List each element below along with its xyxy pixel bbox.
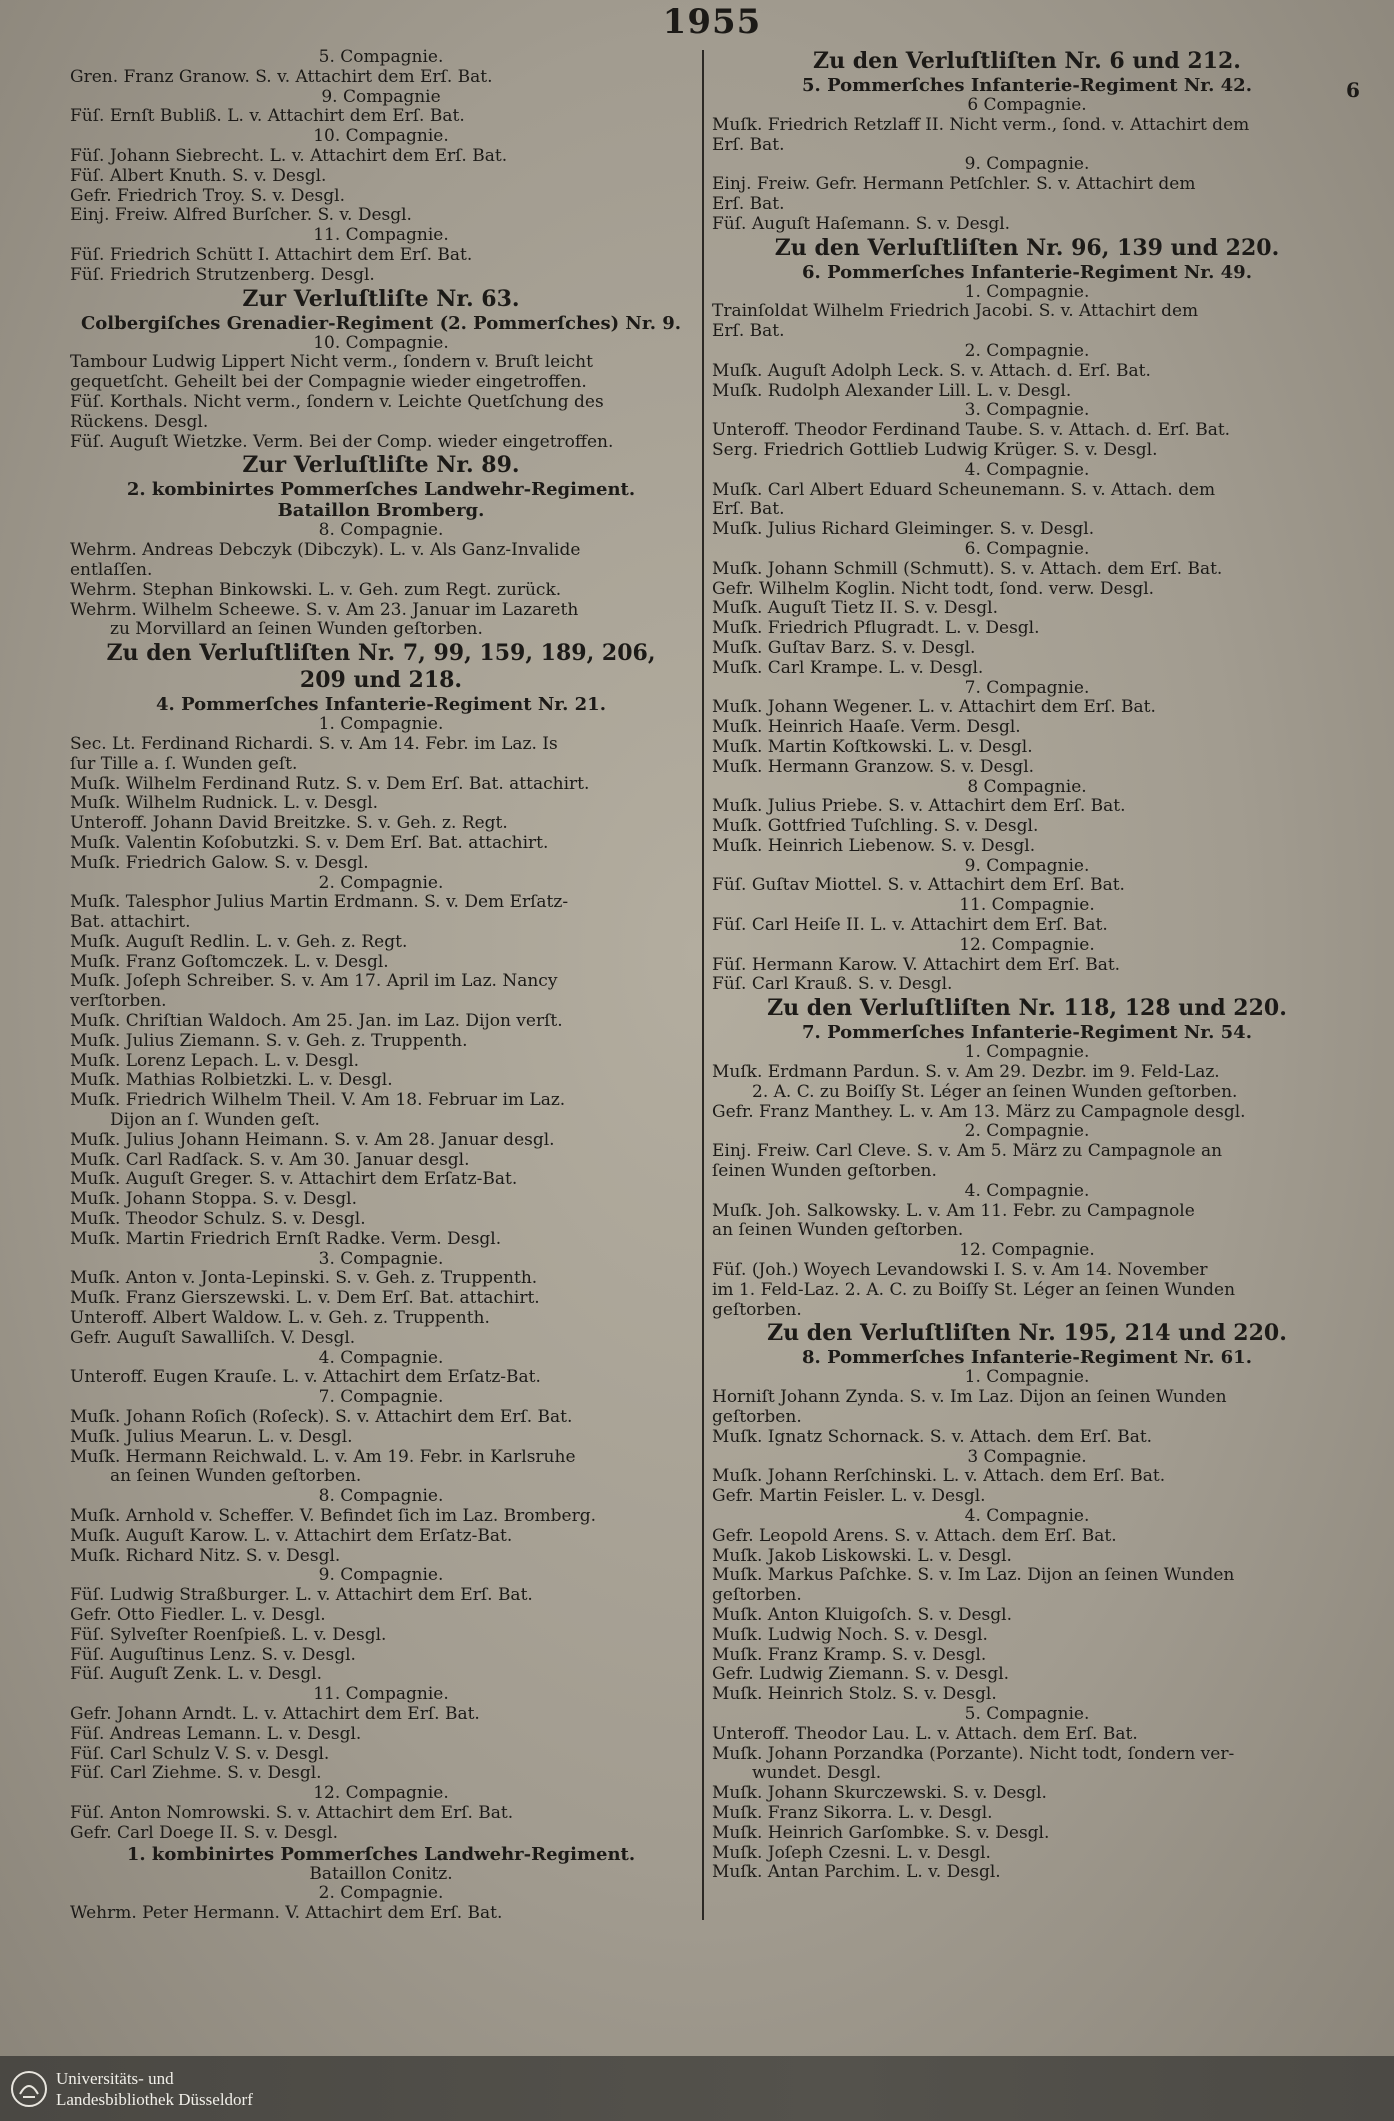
text-line: Füſ. Anton Nomrowski. S. v. Attachirt dem Erſ. Bat. [70, 1803, 514, 1823]
text-line: 9. Compagnie. [964, 155, 1090, 175]
text-line: 10. Compagnie. [313, 127, 449, 147]
section-heading: 5. Pommerſches Infanterie-Regiment Nr. 42. [802, 75, 1252, 96]
text-line: Einj. Freiw. Gefr. Hermann Petſchler. S. v. Attachirt dem [712, 175, 1196, 195]
text-line: Unteroff. Eugen Krauſe. L. v. Attachirt dem Erſatz-Bat. [70, 1368, 541, 1388]
text-line: Muſk. Johann Skurczewski. S. v. Desgl. [712, 1784, 1047, 1804]
text-line: 3. Compagnie. [318, 1249, 444, 1269]
text-line: Muſk. Heinrich Stolz. S. v. Desgl. [712, 1685, 997, 1705]
text-line: Füſ. Guſtav Miottel. S. v. Attachirt dem Erſ. Bat. [712, 876, 1125, 896]
text-line: Rückens. Desgl. [70, 412, 209, 432]
text-line: Muſk. Auguſt Greger. S. v. Attachirt dem Erſatz-Bat. [70, 1170, 518, 1190]
text-line: Muſk. Carl Radſack. S. v. Am 30. Januar desgl. [70, 1150, 470, 1170]
text-line: 2. Compagnie. [318, 1884, 444, 1904]
text-line: Muſk. Wilhelm Rudnick. L. v. Desgl. [70, 794, 379, 814]
text-line: 7. Compagnie. [964, 678, 1090, 698]
text-line: Muſk. Gottfried Tuſchling. S. v. Desgl. [712, 817, 1039, 837]
text-line: 2. A. C. zu Boiſſy St. Léger an ſeinen Wunden geſtorben. [752, 1082, 1238, 1102]
text-line: 11. Compagnie. [313, 1685, 449, 1705]
section-heading: 8. Pommerſches Infanterie-Regiment Nr. 61. [802, 1347, 1252, 1369]
text-line: Muſk. Guſtav Barz. S. v. Desgl. [712, 638, 976, 658]
text-line: 7. Compagnie. [318, 1388, 444, 1408]
text-line: Muſk. Talesphor Julius Martin Erdmann. S. v. Dem Erſatz- [70, 893, 569, 913]
section-heading: Zu den Verluſtliſten Nr. 6 und 212. [813, 48, 1241, 74]
text-line: wundet. Desgl. [752, 1764, 882, 1784]
text-line: Muſk. Joſeph Czesni. L. v. Desgl. [712, 1843, 991, 1863]
text-line: 12. Compagnie. [959, 1241, 1095, 1261]
text-line: 4. Compagnie. [964, 1181, 1090, 1201]
text-line: Dijon an ſ. Wunden geſt. [110, 1111, 320, 1131]
left-column [70, 48, 692, 1928]
text-line: Erſ. Bat. [712, 500, 785, 520]
text-line: geſtorben. [712, 1300, 802, 1320]
text-line: ſeinen Wunden geſtorben. [712, 1162, 937, 1182]
text-line: Füſ. Ludwig Straßburger. L. v. Attachirt dem Erſ. Bat. [70, 1586, 533, 1606]
text-line: Muſk. Jakob Liskowski. L. v. Desgl. [712, 1546, 1012, 1566]
text-line: Muſk. Friedrich Retzlaff II. Nicht verm., ſond. v. Attachirt dem [712, 115, 1250, 135]
text-line: Muſk. Johann Schmill (Schmutt). S. v. Attach. dem Erſ. Bat. [712, 559, 1223, 579]
text-line: Muſk. Antan Parchim. L. v. Desgl. [712, 1863, 1001, 1883]
text-line: 2. Compagnie. [964, 1122, 1090, 1142]
text-line: an ſeinen Wunden geſtorben. [110, 1467, 362, 1487]
text-line: 2. Compagnie. [318, 873, 444, 893]
text-line: Muſk. Carl Albert Eduard Scheunemann. S. v. Attach. dem [712, 480, 1216, 500]
text-line: Tambour Ludwig Lippert Nicht verm., ſondern v. Bruſt leicht [70, 353, 593, 373]
text-line: Füſ. Auguſtinus Lenz. S. v. Desgl. [70, 1645, 356, 1665]
text-line: 9. Compagnie [321, 87, 441, 107]
text-line: Füſ. Auguſt Wietzke. Verm. Bei der Comp. wieder eingetroffen. [70, 432, 614, 452]
text-line: Muſk. Johann Rerſchinski. L. v. Attach. dem Erſ. Bat. [712, 1467, 1166, 1487]
text-line: Unteroff. Theodor Ferdinand Taube. S. v. Attach. d. Erſ. Bat. [712, 421, 1231, 441]
text-line: 1. Compagnie. [964, 1043, 1090, 1063]
text-line: geſtorben. [712, 1586, 802, 1606]
text-line: verſtorben. [70, 992, 167, 1012]
section-heading: 6. Pommerſches Infanterie-Regiment Nr. 49. [802, 261, 1252, 283]
column-divider [702, 50, 704, 1920]
text-line: Muſk. Franz Gierszewski. L. v. Dem Erſ. Bat. attachirt. [70, 1289, 540, 1309]
text-line: Muſk. Heinrich Haaſe. Verm. Desgl. [712, 718, 1021, 738]
text-line: Erſ. Bat. [712, 322, 785, 342]
text-line: Füſ. Andreas Lemann. L. v. Desgl. [70, 1724, 362, 1744]
text-line: Muſk. Johann Porzandka (Porzante). Nicht todt, ſondern ver- [712, 1744, 1235, 1764]
text-line: Muſk. Auguſt Karow. L. v. Attachirt dem Erſatz-Bat. [70, 1526, 513, 1546]
text-line: 12. Compagnie. [313, 1784, 449, 1804]
text-line: Füſ. Ernſt Bubliß. L. v. Attachirt dem Erſ. Bat. [70, 107, 465, 127]
text-line: Gefr. Martin Feisler. L. v. Desgl. [712, 1487, 986, 1507]
text-line: 6 Compagnie. [967, 96, 1087, 115]
text-line: geſtorben. [712, 1408, 802, 1428]
text-line: Muſk. Joh. Salkowsky. L. v. Am 11. Febr. zu Campagnole [712, 1201, 1195, 1221]
section-heading: 2. kombinirtes Pommerſches Landwehr-Regiment. [126, 479, 636, 501]
text-line: 8. Compagnie. [318, 1487, 444, 1507]
text-line: 4. Compagnie. [318, 1348, 444, 1368]
text-line: Muſk. Johann Stoppa. S. v. Desgl. [70, 1190, 357, 1210]
text-line: Füſ. Auguſt Haſemann. S. v. Desgl. [712, 214, 1011, 234]
page-number: 1955 [662, 2, 762, 42]
text-line: Horniſt Johann Zynda. S. v. Im Laz. Dijon an ſeinen Wunden [712, 1388, 1227, 1408]
section-heading: 209 und 218. [299, 667, 463, 694]
footer-line-1: Universitäts- und [56, 2069, 174, 2088]
section-heading: Zur Verluſtliſte Nr. 89. [242, 452, 520, 479]
text-line: 3. Compagnie. [964, 401, 1090, 421]
section-heading: Zu den Verluſtliſten Nr. 118, 128 und 220. [767, 995, 1287, 1022]
text-line: Füſ. Friedrich Strutzenberg. Desgl. [70, 265, 375, 285]
text-line: Füſ. Friedrich Schütt I. Attachirt dem Erſ. Bat. [70, 245, 473, 265]
text-line: Muſk. Erdmann Pardun. S. v. Am 29. Dezbr. im 9. Feld-Laz. [712, 1063, 1220, 1083]
text-line: Muſk. Hermann Reichwald. L. v. Am 19. Febr. in Karlsruhe [70, 1447, 576, 1467]
text-line: Muſk. Ludwig Noch. S. v. Desgl. [712, 1625, 988, 1645]
text-line: Muſk. Markus Paſchke. S. v. Im Laz. Dijon an ſeinen Wunden [712, 1566, 1235, 1586]
section-heading: Bataillon Bromberg. [277, 500, 485, 522]
text-line: 3 Compagnie. [967, 1447, 1087, 1467]
text-line: an ſeinen Wunden geſtorben. [712, 1221, 964, 1241]
library-logo-icon [10, 2070, 48, 2108]
text-line: Muſk. Joſeph Schreiber. S. v. Am 17. April im Laz. Nancy [70, 972, 558, 992]
text-line: Muſk. Julius Richard Gleiminger. S. v. Desgl. [712, 520, 1095, 540]
text-line: Muſk. Franz Sikorra. L. v. Desgl. [712, 1803, 993, 1823]
text-line: Muſk. Arnhold v. Scheffer. V. Befindet ſich im Laz. Bromberg. [70, 1507, 597, 1526]
text-line: Muſk. Auguſt Adolph Leck. S. v. Attach. d. Erſ. Bat. [712, 361, 1151, 381]
text-line: Füſ. Hermann Karow. V. Attachirt dem Erſ. Bat. [712, 955, 1121, 975]
text-line: Serg. Friedrich Gottlieb Ludwig Krüger. S. v. Desgl. [712, 440, 1158, 460]
text-line: Muſk. Theodor Schulz. S. v. Desgl. [70, 1210, 366, 1230]
text-line: gequetſcht. Geheilt bei der Compagnie wieder eingetroffen. [70, 373, 587, 393]
text-line: Muſk. Heinrich Garſombke. S. v. Desgl. [712, 1823, 1050, 1843]
section-heading: 7. Pommerſches Infanterie-Regiment Nr. 54. [802, 1022, 1252, 1044]
text-line: Füſ. Carl Krauß. S. v. Desgl. [712, 975, 953, 995]
text-line: Muſk. Carl Krampe. L. v. Desgl. [712, 658, 984, 678]
section-heading: Zur Verluſtliſte Nr. 63. [242, 285, 520, 312]
text-line: Muſk. Julius Ziemann. S. v. Geh. z. Truppenth. [70, 1031, 468, 1051]
text-line: Muſk. Chriſtian Waldoch. Am 25. Jan. im Laz. Dijon verſt. [70, 1012, 563, 1032]
text-line: entlaſſen. [70, 560, 153, 580]
text-line: 9. Compagnie. [964, 856, 1090, 876]
text-line: 10. Compagnie. [313, 333, 449, 353]
text-line: Füſ. Carl Heiſe II. L. v. Attachirt dem Erſ. Bat. [712, 916, 1108, 936]
text-line: Muſk. Anton Kluigoſch. S. v. Desgl. [712, 1605, 1012, 1625]
text-line: Gefr. Otto Fiedler. L. v. Desgl. [70, 1605, 326, 1625]
text-line: Muſk. Julius Johann Heimann. S. v. Am 28. Januar desgl. [70, 1130, 555, 1150]
text-line: Unteroff. Theodor Lau. L. v. Attach. dem Erſ. Bat. [712, 1724, 1138, 1744]
text-line: Muſk. Julius Priebe. S. v. Attachirt dem Erſ. Bat. [712, 797, 1126, 817]
text-line: Bataillon Conitz. [309, 1864, 453, 1884]
text-line: Muſk. Valentin Koſobutzki. S. v. Dem Erſ. Bat. attachirt. [70, 833, 549, 853]
text-line: 1. Compagnie. [964, 282, 1090, 302]
text-line: Muſk. Richard Nitz. S. v. Desgl. [70, 1546, 341, 1566]
text-line: Muſk. Franz Goſtomczek. L. v. Desgl. [70, 952, 389, 972]
section-heading: Zu den Verluſtliſten Nr. 96, 139 und 220. [774, 234, 1280, 261]
section-heading: 1. kombinirtes Pommerſches Landwehr-Regiment. [126, 1843, 636, 1865]
text-line: Gefr. Leopold Arens. S. v. Attach. dem Erſ. Bat. [712, 1526, 1117, 1546]
text-line: Muſk. Auguſt Tietz II. S. v. Desgl. [712, 599, 998, 619]
text-line: Erſ. Bat. [712, 135, 785, 155]
text-line: Muſk. Ignatz Schornack. S. v. Attach. dem Erſ. Bat. [712, 1427, 1153, 1447]
section-heading: Colbergiſches Grenadier-Regiment (2. Pommerſches) Nr. 9. [80, 312, 682, 334]
text-line: 5. Compagnie. [964, 1704, 1090, 1724]
text-line: Gefr. Franz Manthey. L. v. Am 13. März zu Campagnole desgl. [712, 1102, 1246, 1122]
section-heading: Zu den Verluſtliſten Nr. 195, 214 und 220. [767, 1320, 1287, 1347]
text-line: 1. Compagnie. [964, 1368, 1090, 1388]
text-line: Einj. Freiw. Carl Cleve. S. v. Am 5. März zu Campagnole an [712, 1142, 1223, 1162]
text-line: 4. Compagnie. [964, 460, 1090, 480]
text-line: Muſk. Friedrich Galow. S. v. Desgl. [70, 853, 369, 873]
margin-marker: 6 [1346, 78, 1360, 102]
text-line: Füſ. Carl Ziehme. S. v. Desgl. [70, 1764, 322, 1784]
text-line: 4. Compagnie. [964, 1507, 1090, 1526]
text-line: 6. Compagnie. [964, 539, 1090, 559]
text-line: 5. Compagnie. [318, 48, 444, 67]
text-line: Gefr. Wilhelm Koglin. Nicht todt, ſond. verw. Desgl. [712, 579, 1155, 599]
text-line: Einj. Freiw. Alfred Burſcher. S. v. Desgl. [70, 206, 412, 226]
text-line: Muſk. Martin Friedrich Ernſt Radke. Verm. Desgl. [70, 1229, 502, 1249]
text-line: Füſ. Korthals. Nicht verm., ſondern v. Leichte Quetſchung des [70, 392, 604, 412]
text-line: Gefr. Carl Doege II. S. v. Desgl. [70, 1823, 338, 1843]
text-line: Füſ. Sylveſter Roenſpieß. L. v. Desgl. [70, 1625, 387, 1645]
text-line: Füſ. (Joh.) Woyech Levandowski I. S. v. Am 14. November [712, 1261, 1208, 1281]
text-line: Muſk. Johann Wegener. L. v. Attachirt dem Erſ. Bat. [712, 698, 1156, 718]
text-line: Füſ. Auguſt Zenk. L. v. Desgl. [70, 1665, 322, 1685]
text-line: Muſk. Friedrich Pflugradt. L. v. Desgl. [712, 619, 1040, 639]
text-line: Muſk. Rudolph Alexander Lill. L. v. Desgl. [712, 381, 1072, 401]
text-line: 8 Compagnie. [967, 777, 1087, 797]
text-line: Muſk. Mathias Rolbietzki. L. v. Desgl. [70, 1071, 393, 1091]
text-line: Trainſoldat Wilhelm Friedrich Jacobi. S. v. Attachirt dem [712, 302, 1199, 322]
text-line: 2. Compagnie. [964, 341, 1090, 361]
text-line: Füſ. Johann Siebrecht. L. v. Attachirt dem Erſ. Bat. [70, 146, 508, 166]
text-line: Muſk. Martin Koſtkowski. L. v. Desgl. [712, 737, 1033, 757]
text-line: Muſk. Lorenz Lepach. L. v. Desgl. [70, 1051, 360, 1071]
text-line: 9. Compagnie. [318, 1566, 444, 1586]
text-line: Wehrm. Wilhelm Scheewe. S. v. Am 23. Januar im Lazareth [70, 600, 579, 620]
text-line: Gefr. Johann Arndt. L. v. Attachirt dem Erſ. Bat. [70, 1704, 480, 1724]
text-line: ſur Tille a. ſ. Wunden geſt. [70, 754, 298, 774]
text-line: Muſk. Johann Roſich (Roſeck). S. v. Attachirt dem Erſ. Bat. [70, 1408, 573, 1428]
text-line: Wehrm. Peter Hermann. V. Attachirt dem Erſ. Bat. [70, 1904, 503, 1924]
text-line: Wehrm. Andreas Debczyk (Dibczyk). L. v. Als Ganz-Invalide [70, 541, 581, 561]
text-line: Muſk. Julius Mearun. L. v. Desgl. [70, 1427, 353, 1447]
text-line: Gefr. Friedrich Troy. S. v. Desgl. [70, 186, 345, 206]
text-line: Gren. Franz Granow. S. v. Attachirt dem Erſ. Bat. [70, 67, 493, 87]
text-line: Wehrm. Stephan Binkowski. L. v. Geh. zum Regt. zurück. [70, 580, 562, 600]
text-line: 8. Compagnie. [318, 521, 444, 541]
text-line: im 1. Feld-Laz. 2. A. C. zu Boiſſy St. Léger an ſeinen Wunden [712, 1280, 1236, 1300]
text-line: Muſk. Franz Kramp. S. v. Desgl. [712, 1645, 987, 1665]
text-line: Muſk. Auguſt Redlin. L. v. Geh. z. Regt. [70, 932, 408, 952]
section-heading: 4. Pommerſches Infanterie-Regiment Nr. 21. [156, 694, 606, 716]
text-line: Unteroff. Johann David Breitzke. S. v. Geh. z. Regt. [70, 814, 508, 834]
section-heading: Zu den Verluſtliſten Nr. 7, 99, 159, 189, 206, [106, 640, 656, 667]
text-line: Muſk. Friedrich Wilhelm Theil. V. Am 18. Februar im Laz. [70, 1091, 566, 1111]
text-line: Bat. attachirt. [70, 913, 191, 933]
text-line: Muſk. Hermann Granzow. S. v. Desgl. [712, 757, 1035, 777]
text-line: Erſ. Bat. [712, 194, 785, 214]
text-line: Füſ. Albert Knuth. S. v. Desgl. [70, 166, 327, 186]
text-line: 1. Compagnie. [318, 715, 444, 735]
text-line: Sec. Lt. Ferdinand Richardi. S. v. Am 14. Febr. im Laz. Is [70, 734, 558, 754]
text-line: Muſk. Wilhelm Ferdinand Rutz. S. v. Dem Erſ. Bat. attachirt. [70, 774, 590, 794]
text-line: 11. Compagnie. [959, 896, 1095, 916]
text-line: 11. Compagnie. [313, 226, 449, 246]
text-line: zu Morvillard an ſeinen Wunden geſtorben. [110, 620, 483, 640]
library-footer [0, 2056, 1394, 2121]
text-line: Unteroff. Albert Waldow. L. v. Geh. z. Truppenth. [70, 1309, 490, 1329]
text-line: 12. Compagnie. [959, 935, 1095, 955]
text-line: Gefr. Ludwig Ziemann. S. v. Desgl. [712, 1665, 1010, 1685]
text-line: Gefr. Auguſt Sawalliſch. V. Desgl. [70, 1328, 356, 1348]
footer-line-2: Landesbibliothek Düsseldorf [56, 2090, 253, 2109]
text-line: Füſ. Carl Schulz V. S. v. Desgl. [70, 1744, 330, 1764]
text-line: Muſk. Heinrich Liebenow. S. v. Desgl. [712, 836, 1036, 856]
text-line: Muſk. Anton v. Jonta-Lepinski. S. v. Geh. z. Truppenth. [70, 1269, 538, 1289]
right-column [712, 48, 1342, 1928]
